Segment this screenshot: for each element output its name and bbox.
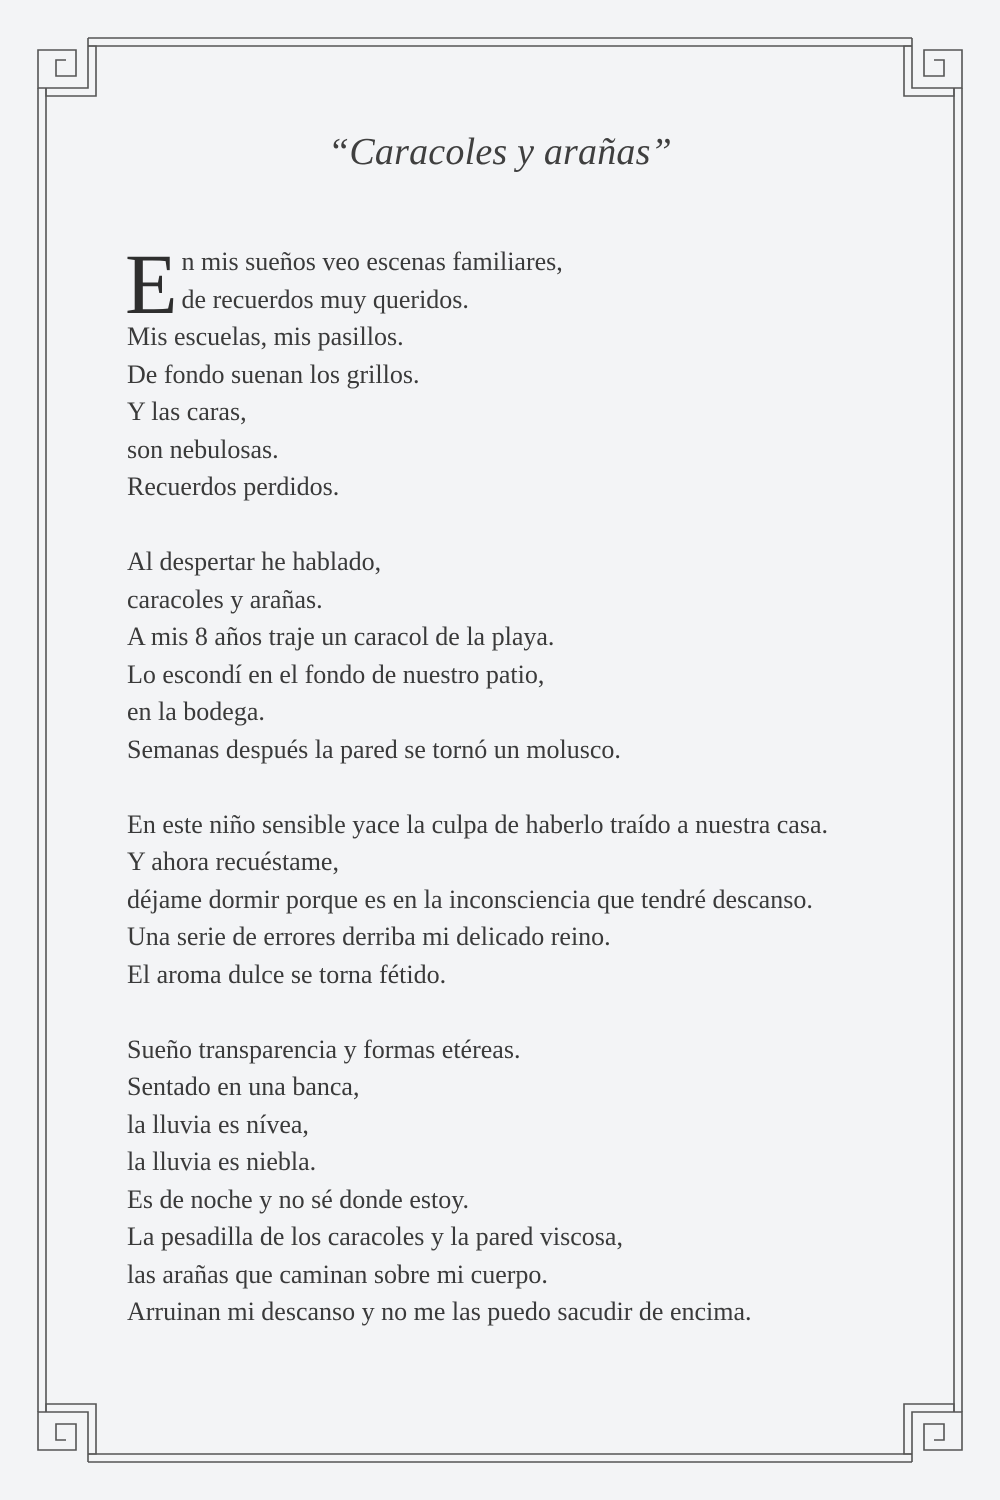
poem-line: La pesadilla de los caracoles y la pared viscosa, bbox=[127, 1222, 623, 1251]
poem-line: A mis 8 años traje un caracol de la playa. bbox=[127, 622, 555, 651]
poem-line: Al despertar he hablado, bbox=[127, 547, 382, 576]
stanza-4 bbox=[127, 1031, 907, 1331]
stanza-2 bbox=[127, 543, 907, 768]
poem-line: Mis escuelas, mis pasillos. bbox=[127, 322, 404, 351]
poem-line: son nebulosas. bbox=[127, 434, 279, 464]
poem-line: caracoles y arañas. bbox=[127, 584, 323, 614]
drop-cap: E bbox=[125, 236, 178, 332]
poem-line: n mis sueños veo escenas familiares, bbox=[181, 247, 563, 276]
corner-ornament-bottom-left bbox=[38, 1404, 96, 1462]
stanza-3 bbox=[127, 806, 907, 994]
poem-line: Sueño transparencia y formas etéreas. bbox=[127, 1034, 521, 1064]
poem-line: De fondo suenan los grillos. bbox=[127, 359, 420, 389]
corner-ornament-top-left bbox=[38, 38, 96, 96]
poem-line: Sentado en una banca, bbox=[127, 1072, 360, 1101]
poem-line: Recuerdos perdidos. bbox=[127, 472, 340, 501]
poem-line: Y las caras, bbox=[127, 397, 247, 426]
corner-ornament-top-right bbox=[904, 38, 962, 96]
poem-line: las arañas que caminan sobre mi cuerpo. bbox=[127, 1259, 548, 1289]
poem-line: Es de noche y no sé donde estoy. bbox=[127, 1184, 470, 1214]
poem-line: Una serie de errores derriba mi delicado reino. bbox=[127, 922, 611, 951]
poem-title: “Caracoles y arañas” bbox=[328, 131, 672, 173]
poem-line: la lluvia es nívea, bbox=[127, 1109, 309, 1139]
corner-ornament-bottom-right bbox=[904, 1404, 962, 1462]
poem-line: de recuerdos muy queridos. bbox=[181, 284, 469, 314]
poem-body bbox=[125, 236, 907, 1368]
poem-line: Y ahora recuéstame, bbox=[127, 847, 339, 876]
poem-line: El aroma dulce se torna fétido. bbox=[127, 959, 447, 989]
stanza-1 bbox=[125, 236, 907, 506]
poem-line: la lluvia es niebla. bbox=[127, 1147, 317, 1176]
poem-line: Arruinan mi descanso y no me las puedo sacudir de encima. bbox=[127, 1297, 752, 1326]
poem-line: Lo escondí en el fondo de nuestro patio, bbox=[127, 659, 545, 689]
poem-line: déjame dormir porque es en la inconsciencia que tendré descanso. bbox=[127, 884, 813, 914]
poem-line: Semanas después la pared se tornó un molusco. bbox=[127, 734, 621, 764]
opening-lines bbox=[125, 236, 907, 332]
poem-line: en la bodega. bbox=[127, 697, 265, 726]
poem-line: En este niño sensible yace la culpa de haberlo traído a nuestra casa. bbox=[127, 809, 828, 839]
